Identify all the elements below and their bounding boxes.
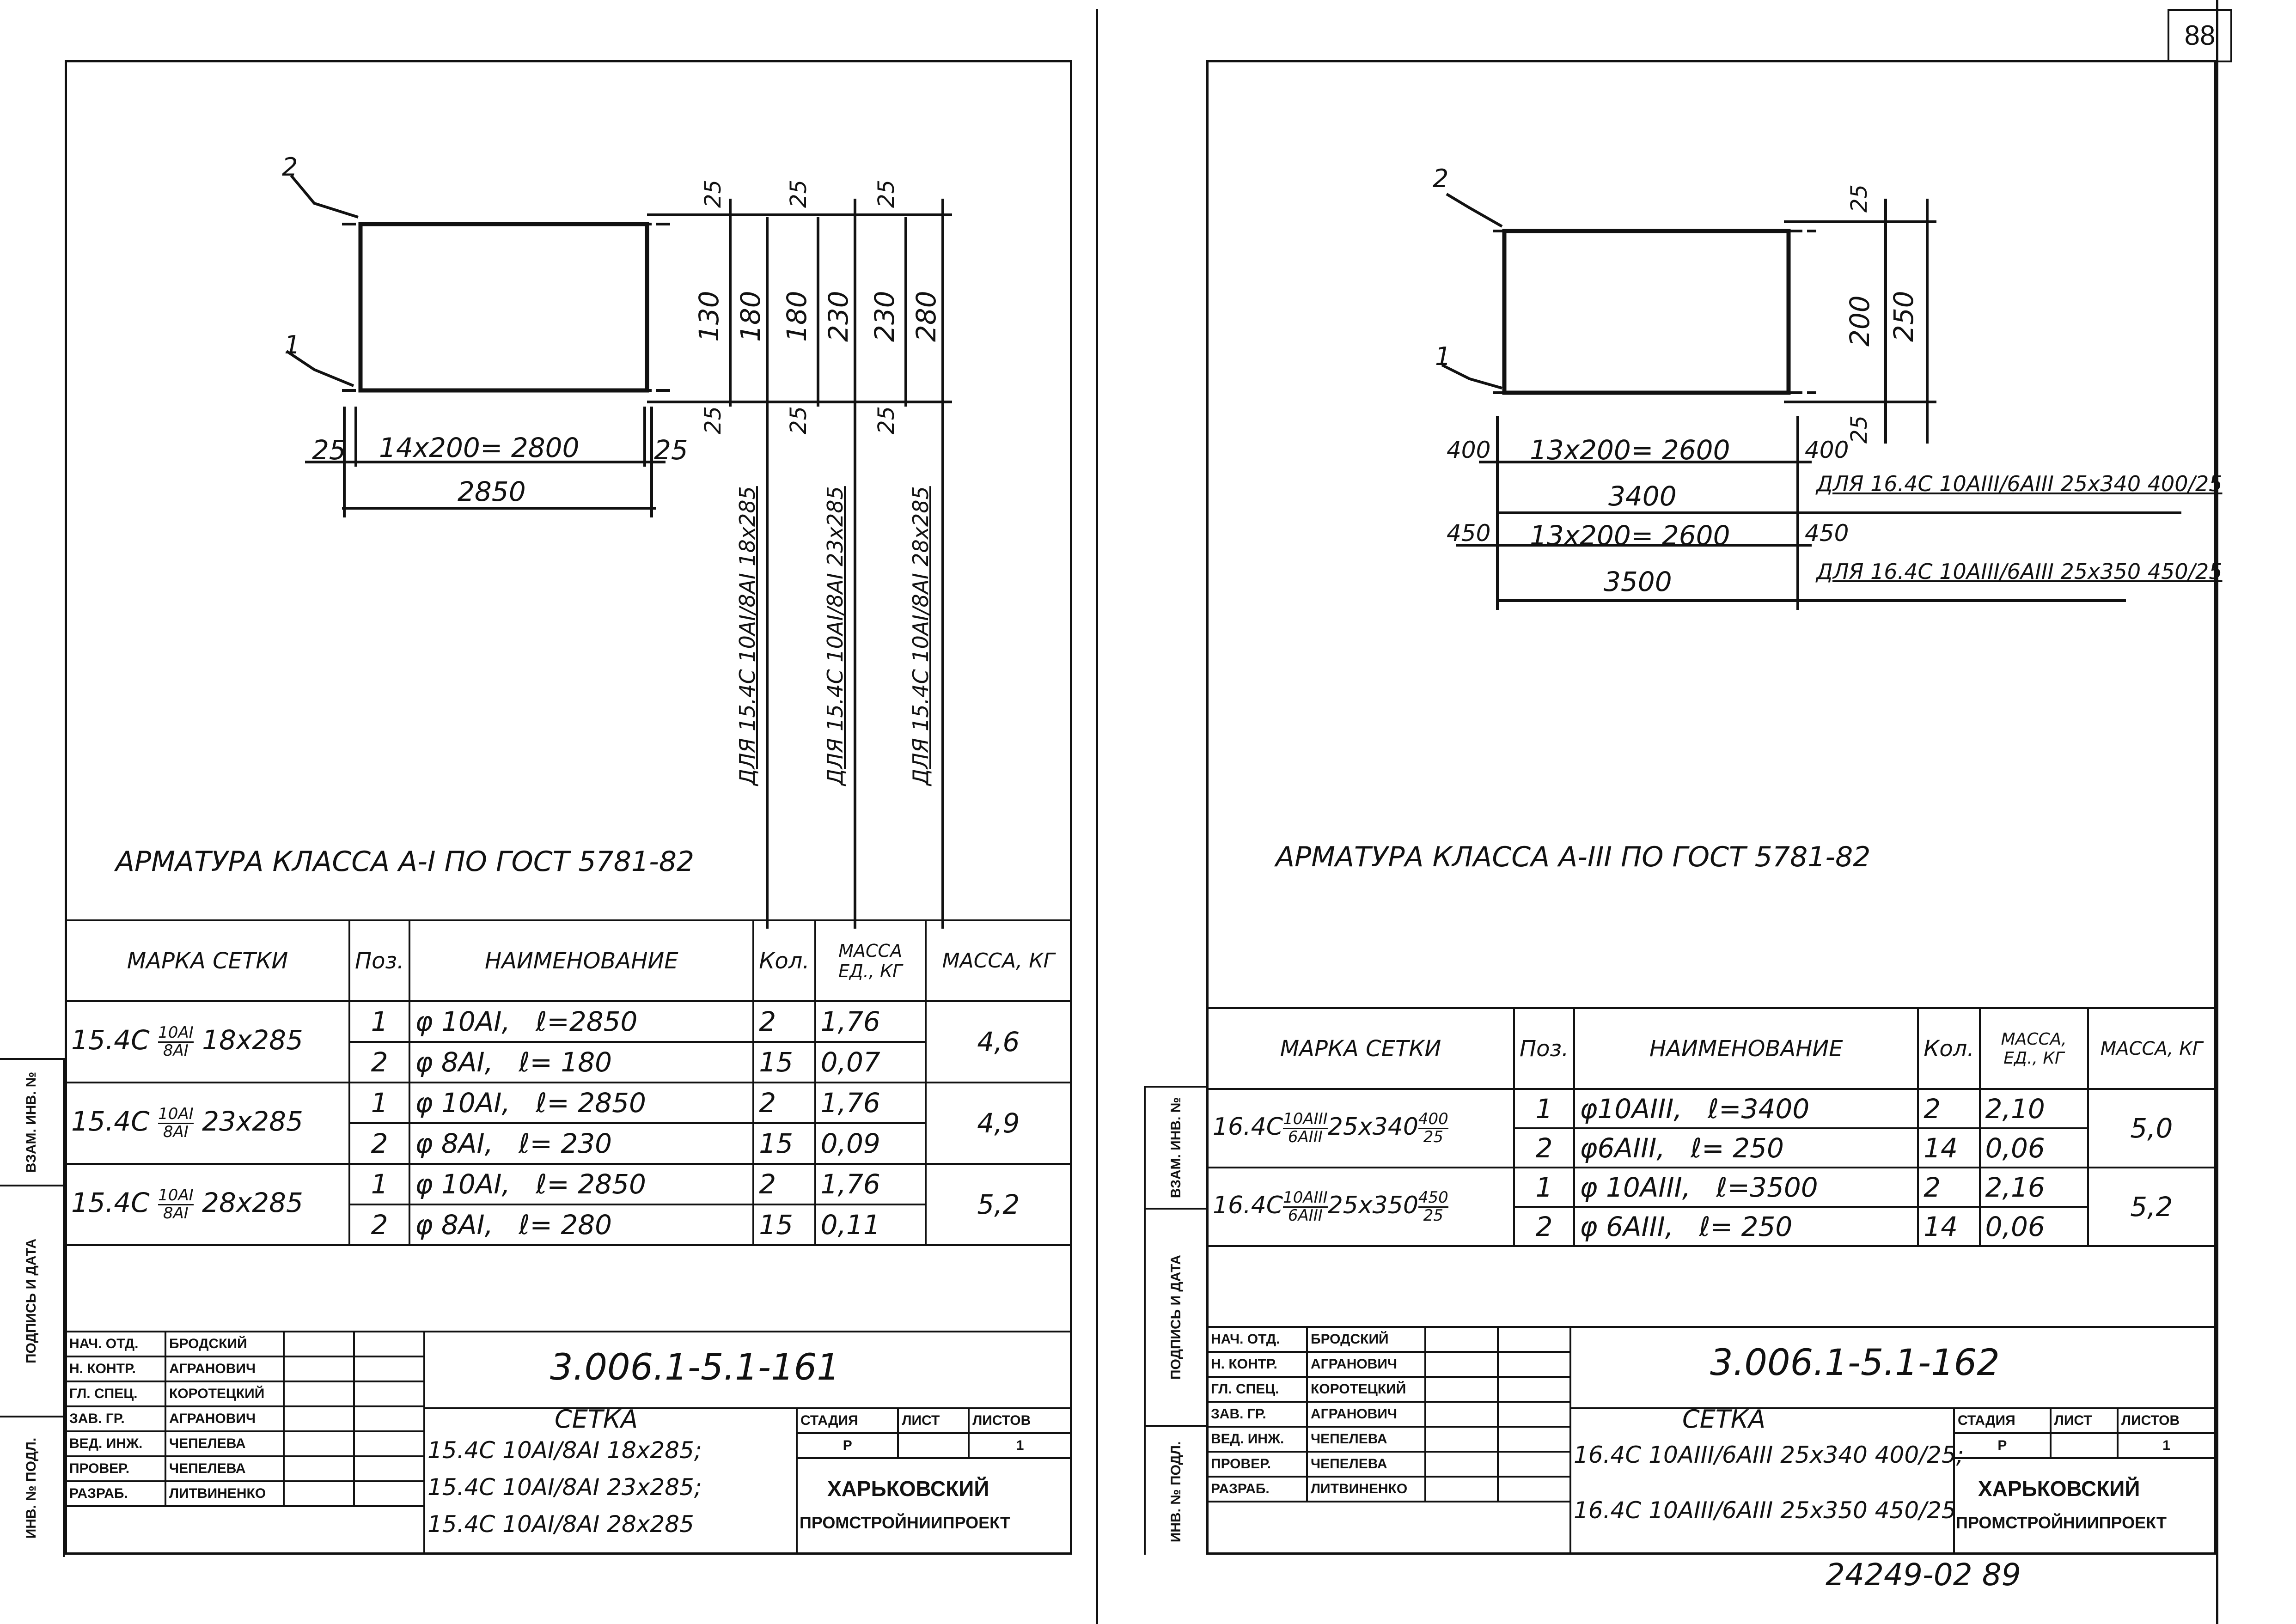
left-r3i2-qty: 15 [753, 1204, 815, 1245]
left-r1i2-name: φ 8АI, ℓ= 180 [409, 1042, 753, 1083]
left-tb-stage: Р [797, 1433, 898, 1458]
left-r3i1-unit: 1,76 [815, 1164, 926, 1204]
right-tb-name: АГРАНОВИЧ [1307, 1352, 1425, 1377]
left-r2i1-qty: 2 [753, 1083, 815, 1123]
left-row2-mass: 4,9 [926, 1083, 1071, 1164]
right-dim-note-2: ДЛЯ 16.4С 10АIII/6АIII 25x350 450/25 [1816, 559, 2223, 584]
left-r3i2-name: φ 8АI, ℓ= 280 [409, 1204, 753, 1245]
right-tb-role: ВЕД. ИНЖ. [1207, 1427, 1307, 1452]
right-dim-3400: 3400 [1608, 481, 1677, 512]
left-r1i2-unit: 0,07 [815, 1042, 926, 1083]
right-h-name: НАИМЕНОВАНИЕ [1574, 1008, 1918, 1089]
left-tb-role: ВЕД. ИНЖ. [66, 1431, 165, 1456]
left-r3i2-unit: 0,11 [815, 1204, 926, 1245]
right-h-mark: МАРКА СЕТКИ [1207, 1008, 1514, 1089]
left-r2i1-pos: 1 [349, 1083, 409, 1123]
right-tb-role: ГЛ. СПЕЦ. [1207, 1377, 1307, 1402]
left-tb-role: РАЗРАБ. [66, 1481, 165, 1506]
right-r2i2-unit: 0,06 [1980, 1207, 2088, 1246]
left-side-stamp [0, 1058, 65, 1557]
bottom-archive-code: 24249-02 89 [1826, 1557, 2021, 1593]
right-r2i1-pos: 1 [1514, 1168, 1574, 1207]
right-tb-role: НАЧ. ОТД. [1207, 1327, 1307, 1352]
right-dim-450b: 450 [1805, 520, 1849, 547]
side-podpis-data: ПОДПИСЬ И ДАТА [1168, 1254, 1184, 1380]
left-row2-mark: 15.4С $\frac{10АI}{8АI}$ 23x285 [66, 1083, 349, 1164]
left-dim-25-b3: 25 [873, 406, 899, 434]
right-r1i1-unit: 2,10 [1980, 1089, 2088, 1128]
left-drawing-code: 3.006.1-5.1-161 [550, 1347, 840, 1388]
left-r1i2-pos: 2 [349, 1042, 409, 1083]
right-tb-sheet [2051, 1433, 2118, 1458]
left-dim-230a: 230 [823, 291, 854, 342]
right-r1i2-unit: 0,06 [1980, 1128, 2088, 1168]
right-spec-header [1207, 1008, 2215, 1089]
left-tb-name: АГРАНОВИЧ [165, 1356, 284, 1381]
left-spec-header [66, 920, 1071, 1001]
right-r1i2-qty: 14 [1918, 1128, 1979, 1168]
left-tb-name: ЧЕПЕЛЕВА [165, 1456, 284, 1481]
right-spec-row [1207, 1168, 2215, 1207]
left-r2i1-name: φ 10АI, ℓ= 2850 [409, 1083, 753, 1123]
right-pos2-label: 2 [1433, 164, 1449, 193]
side-inv-podl: ИНВ. № ПОДЛ. [1168, 1441, 1184, 1542]
right-spec-row [1207, 1089, 2215, 1128]
left-spec-row [66, 1001, 1071, 1042]
right-tb-name: БРОДСКИЙ [1307, 1327, 1425, 1352]
left-row1-mass: 4,6 [926, 1001, 1071, 1083]
left-r2i2-pos: 2 [349, 1123, 409, 1164]
left-tb-item-3: 15.4С 10АI/8АI 28x285 [427, 1511, 694, 1538]
left-dim-25-t2: 25 [786, 179, 812, 208]
right-r2i2-name: φ 6АIII, ℓ= 250 [1574, 1207, 1918, 1246]
right-tb-sheets-h: ЛИСТОВ [2118, 1408, 2215, 1433]
left-tb-sheet [898, 1433, 969, 1458]
right-tb-role: ЗАВ. ГР. [1207, 1402, 1307, 1427]
left-vert-note-1: ДЛЯ 15.4С 10АI/8АI 18x285 [735, 486, 760, 785]
left-dim-25-b2: 25 [786, 406, 812, 434]
left-r3i2-pos: 2 [349, 1204, 409, 1245]
right-dim-450a: 450 [1447, 520, 1491, 547]
right-r1i1-qty: 2 [1918, 1089, 1979, 1128]
left-spec-row [66, 1164, 1071, 1204]
right-tb-name: АГРАНОВИЧ [1307, 1402, 1425, 1427]
left-row1-mark: 15.4С $\frac{10АI}{8АI}$ 18x285 [66, 1001, 349, 1083]
right-tb-item-1: 16.4С 10АIII/6АIII 25x340 400/25; [1574, 1442, 1964, 1468]
right-dim-400a: 400 [1447, 437, 1491, 463]
right-pos1-label: 1 [1435, 342, 1451, 371]
left-tb-name: БРОДСКИЙ [165, 1332, 284, 1356]
right-r1i1-name: φ10АIII, ℓ=3400 [1574, 1089, 1918, 1128]
left-tb-role: ПРОВЕР. [66, 1456, 165, 1481]
left-pos2-label: 2 [282, 152, 298, 182]
right-dim-400b: 400 [1805, 437, 1849, 463]
right-row1-mass: 5,0 [2088, 1089, 2215, 1168]
right-tb-item-2: 16.4С 10АIII/6АIII 25x350 450/25 [1574, 1497, 1956, 1524]
right-tb-role: Н. КОНТР. [1207, 1352, 1307, 1377]
right-title-roles [1206, 1326, 1571, 1502]
right-r2i2-qty: 14 [1918, 1207, 1979, 1246]
right-spec-table [1206, 1007, 2216, 1247]
left-r1i1-name: φ 10АI, ℓ=2850 [409, 1001, 753, 1042]
right-tb-org-2: ПРОМСТРОЙНИИПРОЕКТ [1956, 1513, 2167, 1532]
left-dim-25-left: 25 [312, 434, 346, 466]
page-number: 88 [2184, 20, 2216, 51]
left-tb-role: Н. КОНТР. [66, 1356, 165, 1381]
right-r2i1-unit: 2,16 [1980, 1168, 2088, 1207]
left-h-qty: Кол. [753, 920, 815, 1001]
left-r1i1-qty: 2 [753, 1001, 815, 1042]
right-r2i2-pos: 2 [1514, 1207, 1574, 1246]
right-r2i1-name: φ 10АIII, ℓ=3500 [1574, 1168, 1918, 1207]
left-tb-item-2: 15.4С 10АI/8АI 23x285; [427, 1474, 702, 1501]
side-inv-podl: ИНВ. № ПОДЛ. [24, 1437, 39, 1539]
left-dim-25-b1: 25 [700, 406, 726, 434]
left-tb-role: ЗАВ. ГР. [66, 1406, 165, 1431]
right-dim-3500: 3500 [1604, 566, 1672, 597]
left-r3i1-qty: 2 [753, 1164, 815, 1204]
left-h-name: НАИМЕНОВАНИЕ [409, 920, 753, 1001]
left-r2i2-name: φ 8АI, ℓ= 230 [409, 1123, 753, 1164]
left-tb-sheets: 1 [969, 1433, 1071, 1458]
left-tb-title: СЕТКА [555, 1405, 638, 1434]
left-h-pos: Поз. [349, 920, 409, 1001]
left-tb-stage-table [796, 1407, 1072, 1459]
right-h-qty: Кол. [1918, 1008, 1979, 1089]
side-vzam-inv: ВЗАМ. ИНВ. № [1168, 1097, 1184, 1198]
left-dim-2850: 2850 [458, 476, 526, 507]
right-side-stamp [1144, 1086, 1209, 1555]
left-vert-note-3: ДЛЯ 15.4С 10АI/8АI 28x285 [908, 486, 933, 785]
left-h-unit: МАССА ЕД., КГ [815, 920, 926, 1001]
left-pos1-label: 1 [284, 330, 300, 359]
left-tb-name: КОРОТЕЦКИЙ [165, 1381, 284, 1406]
left-h-mass: МАССА, КГ [926, 920, 1071, 1001]
left-row3-mark: 15.4С $\frac{10АI}{8АI}$ 28x285 [66, 1164, 349, 1245]
left-row3-mass: 5,2 [926, 1164, 1071, 1245]
left-r1i2-qty: 15 [753, 1042, 815, 1083]
right-tb-stage-table [1953, 1407, 2216, 1459]
right-dim-250: 250 [1888, 291, 1919, 342]
left-dim-180b: 180 [781, 291, 812, 342]
right-dim-13x200b: 13x200= 2600 [1530, 520, 1730, 551]
left-r2i2-unit: 0,09 [815, 1123, 926, 1164]
right-h-mass: МАССА, КГ [2088, 1008, 2215, 1089]
left-dim-280: 280 [910, 291, 942, 342]
right-h-unit: МАССА, ЕД., КГ [1980, 1008, 2088, 1089]
right-dim-note-1: ДЛЯ 16.4С 10АIII/6АIII 25x340 400/25 [1816, 471, 2223, 496]
right-tb-name: ЧЕПЕЛЕВА [1307, 1452, 1425, 1477]
side-podpis-data: ПОДПИСЬ И ДАТА [24, 1238, 39, 1364]
left-title-roles [65, 1331, 425, 1507]
right-r1i2-name: φ6АIII, ℓ= 250 [1574, 1128, 1918, 1168]
left-tb-item-1: 15.4С 10АI/8АI 18x285; [427, 1437, 702, 1464]
right-tb-role: РАЗРАБ. [1207, 1477, 1307, 1502]
right-tb-name: КОРОТЕЦКИЙ [1307, 1377, 1425, 1402]
right-dim-25-bottom: 25 [1846, 415, 1872, 444]
right-row2-mass: 5,2 [2088, 1168, 2215, 1246]
left-spec-table [65, 919, 1072, 1246]
left-dim-25-t3: 25 [873, 179, 899, 208]
left-tb-sheets-h: ЛИСТОВ [969, 1408, 1071, 1433]
left-h-mark: МАРКА СЕТКИ [66, 920, 349, 1001]
left-dim-230b: 230 [869, 291, 900, 342]
left-rebar-class-note: АРМАТУРА КЛАССА А-I ПО ГОСТ 5781-82 [116, 845, 695, 878]
right-tb-name: ЛИТВИНЕНКО [1307, 1477, 1425, 1502]
right-tb-role: ПРОВЕР. [1207, 1452, 1307, 1477]
right-tb-title: СЕТКА [1682, 1405, 1766, 1434]
left-tb-role: НАЧ. ОТД. [66, 1332, 165, 1356]
left-r3i1-pos: 1 [349, 1164, 409, 1204]
right-r1i2-pos: 2 [1514, 1128, 1574, 1168]
right-tb-stage-h: СТАДИЯ [1954, 1408, 2051, 1433]
right-dim-13x200a: 13x200= 2600 [1530, 434, 1730, 466]
right-tb-sheets: 1 [2118, 1433, 2215, 1458]
left-tb-name: АГРАНОВИЧ [165, 1406, 284, 1431]
left-tb-sheet-h: ЛИСТ [898, 1408, 969, 1433]
right-outer-border [2216, 0, 2218, 1624]
right-r2i1-qty: 2 [1918, 1168, 1979, 1207]
left-dim-25-right: 25 [654, 434, 688, 466]
left-vert-note-2: ДЛЯ 15.4С 10АI/8АI 23x285 [823, 486, 848, 785]
right-dim-25-top: 25 [1846, 184, 1872, 213]
left-r3i1-name: φ 10АI, ℓ= 2850 [409, 1164, 753, 1204]
left-tb-role: ГЛ. СПЕЦ. [66, 1381, 165, 1406]
right-h-pos: Поз. [1514, 1008, 1574, 1089]
right-tb-org-1: ХАРЬКОВСКИЙ [1978, 1477, 2140, 1501]
right-tb-sheet-h: ЛИСТ [2051, 1408, 2118, 1433]
right-tb-stage: Р [1954, 1433, 2051, 1458]
right-r1i1-pos: 1 [1514, 1089, 1574, 1128]
left-spec-row [66, 1083, 1071, 1123]
left-dim-14x200: 14x200= 2800 [379, 432, 580, 463]
sheet-divider [1096, 9, 1098, 1624]
left-dim-25-t1: 25 [700, 179, 726, 208]
left-dim-180a: 180 [735, 291, 766, 342]
left-r1i1-pos: 1 [349, 1001, 409, 1042]
right-rebar-class-note: АРМАТУРА КЛАССА А-III ПО ГОСТ 5781-82 [1276, 841, 1871, 873]
right-dim-200: 200 [1844, 295, 1875, 347]
side-vzam-inv: ВЗАМ. ИНВ. № [24, 1071, 39, 1173]
left-dim-130: 130 [693, 291, 725, 342]
left-tb-name: ЛИТВИНЕНКО [165, 1481, 284, 1506]
left-tb-org-1: ХАРЬКОВСКИЙ [827, 1477, 989, 1501]
left-r2i1-unit: 1,76 [815, 1083, 926, 1123]
page-number-box [2168, 9, 2232, 62]
left-r1i1-unit: 1,76 [815, 1001, 926, 1042]
left-r2i2-qty: 15 [753, 1123, 815, 1164]
right-row1-mark: 16.4С $\frac{\text{10АIII}}{\text{6АIII}}$ 25x340 $\frac{400}{25}$ [1207, 1089, 1514, 1168]
right-drawing-code: 3.006.1-5.1-162 [1710, 1342, 2000, 1384]
left-tb-name: ЧЕПЕЛЕВА [165, 1431, 284, 1456]
right-tb-name: ЧЕПЕЛЕВА [1307, 1427, 1425, 1452]
right-row2-mark: 16.4С $\frac{\text{10АIII}}{\text{6АIII}}$ 25x350 $\frac{450}{25}$ [1207, 1168, 1514, 1246]
left-tb-org-2: ПРОМСТРОЙНИИПРОЕКТ [800, 1513, 1010, 1532]
left-tb-stage-h: СТАДИЯ [797, 1408, 898, 1433]
